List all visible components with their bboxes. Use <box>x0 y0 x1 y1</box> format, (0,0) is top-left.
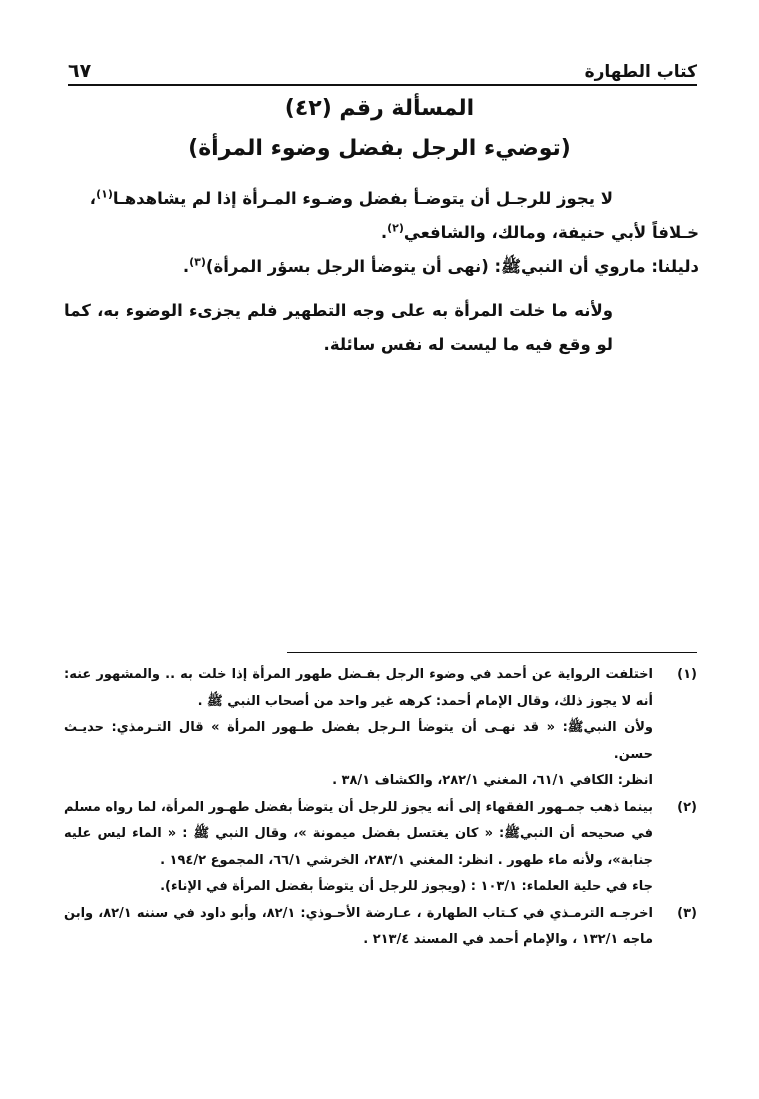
body-line-2-text: خـلافاً لأبي حنيفة، ومالك، والشافعي <box>403 223 699 242</box>
footnote-line: جاء في حلية العلماء: ١٠٣/١ : (ويجوز للرجل أن يتوضأ بفضل المرأة في الإناء). <box>160 879 653 894</box>
footnote-ref-1[interactable]: (١) <box>96 187 113 201</box>
main-text <box>64 182 699 362</box>
footnote-text <box>64 662 653 795</box>
body-line-3-text: دليلنا: ماروي أن النبيﷺ: (نهى أن يتوضأ الرجل بسؤر المرأة) <box>205 257 699 276</box>
footnote-number: (١) <box>677 667 697 682</box>
book-title: كتاب الطهارة <box>584 62 697 82</box>
footnote-number: (٣) <box>677 905 697 921</box>
body-line-1-text: لا يجوز للرجـل أن يتوضـأ بفضل وضـوء المـرأة إذا لم يشاهدهـا <box>112 189 613 208</box>
footnote-line: انظر: الكافي ٦١/١، المغني ٢٨٢/١، والكشاف ٣٨/١ . <box>332 773 653 788</box>
footnote-divider <box>287 652 697 653</box>
footnote-3 <box>64 901 697 954</box>
issue-title: المسألة رقم (٤٢) <box>284 96 475 121</box>
body-line-3-punct: . <box>182 257 190 276</box>
footnote-line: اختلفت الرواية عن أحمد في وضوء الرجل بفـضل طهور المرأة إذا خلت به .. والمشهور عنه: أنه لا يجوز ذلك، وقال الإمام أحمد: كرهه غير واحد من أصحاب النبي ﷺ . <box>64 667 653 709</box>
footnotes <box>64 662 697 954</box>
footnote-ref-2[interactable]: (٢) <box>387 221 404 235</box>
page-number: ٦٧ <box>68 60 92 82</box>
issue-subtitle: (توضيء الرجل بفضل وضوء المرأة) <box>188 136 571 161</box>
footnote-text <box>64 901 653 954</box>
body-line-1-punct: ، <box>89 189 97 208</box>
footnote-text <box>64 795 653 901</box>
footnote-1 <box>64 662 697 795</box>
body-line-2 <box>64 216 699 250</box>
footnote-number: (٢) <box>677 799 697 815</box>
footnote-line: بينما ذهب جمـهور الفقهاء إلى أنه يجوز للرجل أن يتوضأ بفضل طهـور المرأة، لما رواه مسلم في صحيحه أن النبيﷺ: « كان يغتسل بفضل ميمونة »، وقال النبي ﷺ : « الماء ليس عليه جنابة»، ولأنه ماء طهور . انظر: المغني ٢٨٣/١، الخرشي ٦٦/١، المجموع ١٩٤/٢ . <box>64 799 653 868</box>
body-line-3 <box>64 250 699 284</box>
body-paragraph-2: ولأنه ما خلت المرأة به على وجه التطهير فلم يجزىء الوضوء به، كما لو وقع فيه ما ليست له نفس سائلة. <box>64 301 613 354</box>
footnote-ref-3[interactable]: (٣) <box>189 255 206 269</box>
page-header <box>68 46 697 86</box>
footnote-line: ولأن النبيﷺ: « قد نهـى أن يتوضأ الـرجل بفضل طـهور المرأة » قال التـرمذي: حديـث حسن. <box>64 720 653 762</box>
body-line-2-punct: . <box>380 223 388 242</box>
footnote-line: اخرجـه الترمـذي في كـتاب الطهارة ، عـارضة الأحـوذي: ٨٢/١، وأبو داود في سننه ٨٢/١، وابن ماجه ١٣٢/١ ، والإمام أحمد في المسند ٢١٣/٤ . <box>64 905 653 947</box>
footnote-2 <box>64 795 697 901</box>
body-line-1 <box>64 182 699 216</box>
